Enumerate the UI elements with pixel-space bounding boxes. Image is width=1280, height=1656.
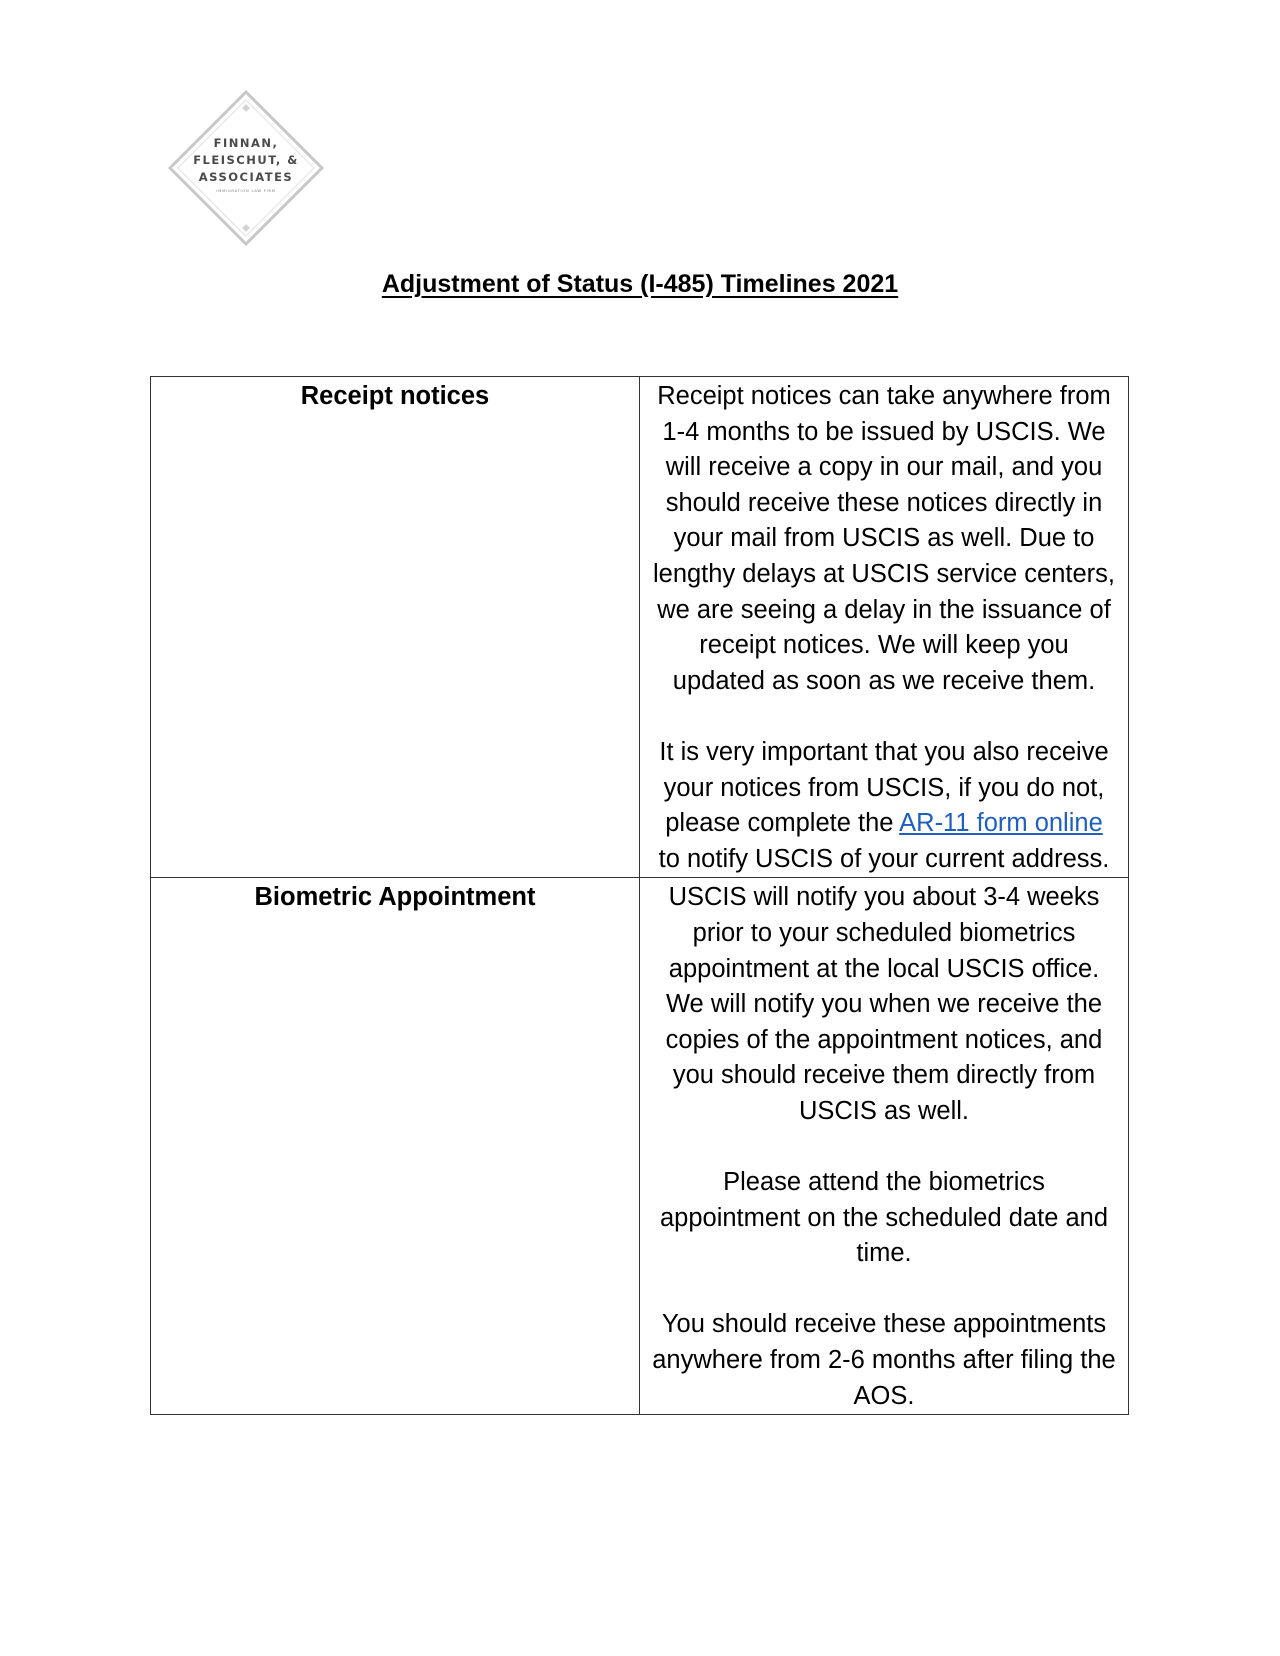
row-label-receipt-notices: Receipt notices xyxy=(151,377,640,878)
receipt-notices-ar11-paragraph xyxy=(652,735,1116,877)
ar11-form-link[interactable]: AR-11 form online xyxy=(899,809,1103,838)
row-content-biometric-appointment xyxy=(640,878,1129,1415)
logo-diamond-icon xyxy=(168,90,324,246)
table-row xyxy=(151,377,1129,878)
firm-logo xyxy=(168,90,324,246)
biometric-attend-paragraph: Please attend the biometrics appointment on the scheduled date and time. xyxy=(659,1168,1109,1268)
logo-tagline: IMMIGRATION LAW FIRM xyxy=(216,189,276,193)
biometric-timing-paragraph: You should receive these appointments anywhere from 2-6 months after filing the AOS. xyxy=(652,1310,1116,1410)
logo-line-1: FINNAN, xyxy=(213,136,279,150)
logo-line-2: FLEISCHUT, & xyxy=(193,153,299,167)
table-row xyxy=(151,878,1129,1415)
receipt-notices-paragraph: Receipt notices can take anywhere from 1-4 months to be issued by USCIS. We will receive a copy in our mail, and you should receive these notices directly in your mail from USCIS as well. Due to lengthy delays at USCIS service centers, we are seeing a delay in the issuance of receipt notices. We will keep you updated as soon as we receive them. xyxy=(652,382,1116,695)
ar11-text-after: to notify USCIS of your current address. xyxy=(658,844,1110,873)
row-label-biometric-appointment: Biometric Appointment xyxy=(151,878,640,1415)
page-title: Adjustment of Status (I-485) Timelines 2021 xyxy=(381,270,899,298)
ar11-text-before: It is very important that you also receive your notices from USCIS, if you do not, please complete the xyxy=(659,737,1109,838)
logo-line-3: ASSOCIATES xyxy=(198,170,294,184)
row-content-receipt-notices xyxy=(640,377,1129,878)
biometric-notify-paragraph: USCIS will notify you about 3-4 weeks prior to your scheduled biometrics appointment at the local USCIS office. We will notify you when we receive the copies of the appointment notices, and you should receive them directly from USCIS as well. xyxy=(665,883,1103,1125)
timeline-table xyxy=(150,376,1129,1415)
